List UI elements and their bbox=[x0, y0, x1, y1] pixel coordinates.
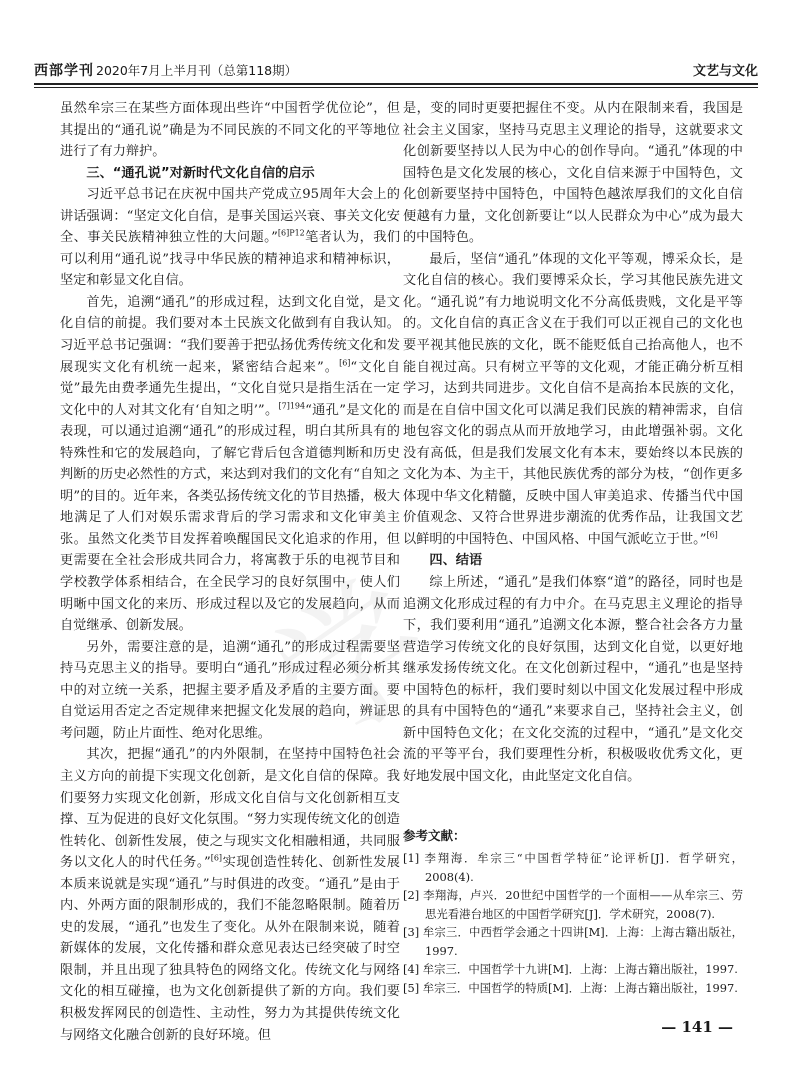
journal-masthead bbox=[34, 60, 297, 80]
left-column bbox=[60, 98, 400, 1046]
reference-item: [3] 牟宗三．中西哲学会通之十四讲[M]．上海：上海古籍出版社，1997. bbox=[403, 925, 743, 958]
reference-item: [2] 李翔海，卢兴．20世纪中国哲学的一个面相——从牟宗三、劳思光看港台地区的中国哲学研究[J]．学术研究，2008(7). bbox=[403, 888, 743, 921]
citation: [6]P12 bbox=[277, 228, 305, 238]
citation: [6] bbox=[210, 853, 223, 863]
reference-item: [5] 牟宗三．中国哲学的特质[M]．上海：上海古籍出版社，1997. bbox=[403, 980, 738, 995]
reference-list bbox=[403, 849, 743, 997]
references-title: 参考文献： bbox=[403, 828, 466, 843]
citation: [6] bbox=[706, 530, 718, 540]
journal-name: 西部学刊 bbox=[34, 63, 94, 79]
paragraph: 综上所述，“通孔”是我们体察“道”的路径，同时也是追溯文化形成过程的有力中介。在马克思主义理论的指导下，我们要利用“通孔”追溯文化本源，整合社会各方力量营造学习传统文化的良好氛围，达到文化自觉，以更好地继承发扬传统文化。在文化创新过程中，“通孔”也是坚持中国特色的标杆，我们要时刻以中国文化发展过程中形成的具有中国特色的“通孔”来要求自己，坚持社会主义，创新中国特色文化；在文化交流的过程中，“通孔”是文化交流的平等平台，我们要理性分析，积极吸收优秀文化，更好地发展中国文化，由此坚定文化自信。 bbox=[403, 575, 743, 784]
header-rule-thick bbox=[34, 83, 758, 85]
issue-info: 2020年7月上半月刊（总第118期） bbox=[96, 63, 298, 78]
paragraph: 最后，坚信“通孔”体现的文化平等观，博采众长，是文化自信的核心。我们要博采众长，学习其他民族先进文化。“通孔说”有力地说明文化不分高低贵贱，文化是平等的。文化自信的真正含义在于我们可以正视自己的文化也要平视其他民族的文化，既不能贬低自己抬高他人，也不能自视过高。只有树立平等的文化观，才能正确分析互相学习，达到共同进步。文化自信不是高抬本民族的文化，而是在自信中国文化可以满足我们民族的精神需求，自信地包容文化的弱点从而开放地学习，由此增强补弱。文化没有高低，但是我们发展文化有本末，要始终以本民族的文化为本、为主干，其他民族优秀的部分为枝，“创作更多体现中华文化精髓，反映中国人审美追求、传播当代中国价值观念、又符合世界进步潮流的优秀作品，让我国文艺以鲜明的中国特色、中国风格、中国气派屹立于世。”[6] bbox=[403, 251, 743, 547]
section-heading: 三、“通孔说”对新时代文化自信的启示 bbox=[86, 165, 315, 181]
paragraph: 其次，把握“通孔”的内外限制，在坚持中国特色社会主义方向的前提下实现文化创新，是文化自信的保障。我们要努力实现文化创新，形成文化自信与文化创新相互支撑、互为促进的良好文化氛围。“努力实现传统文化的创造性转化、创新性发展，使之与现实文化相融相通，共同服务以文化人的时代任务。”[6]实现创造性转化、创新性发展本质来说就是实现“通孔”与时俱进的改变。“通孔”是由于内、外两方面的限制形成的，我们不能忽略限制。随着历史的发展，“通孔”也发生了变化。从外在限制来说，随着新媒体的发展，文化传播和群众意见表达已经突破了时空限制，并且出现了独具特色的网络文化。传统文化与网络文化的相互碰撞，也为文化创新提供了新的方向。我们要积极发挥网民的创造性、主动性，努力为其提供传统文化与网络文化融合创新的良好环境。但 bbox=[60, 747, 400, 1043]
right-column bbox=[403, 98, 743, 788]
header-rule-thin bbox=[34, 87, 758, 88]
reference-item: [1] 李翔海．牟宗三“中国哲学特征”论评析[J]．哲学研究，2008(4). bbox=[403, 851, 743, 884]
paragraph: 虽然牟宗三在某些方面体现出些许“中国哲学优位论”，但其提出的“通孔说”确是为不同民族的不同文化的平等地位进行了有力辩护。 bbox=[60, 101, 400, 160]
references bbox=[403, 826, 743, 997]
paragraph: 首先，追溯“通孔”的形成过程，达到文化自觉，是文化自信的前提。我们要对本土民族文化做到有自我认知。习近平总书记强调：“我们要善于把弘扬优秀传统文化和发展现实文化有机统一起来，紧密结合起来”。[6]“文化自觉”最先由费孝通先生提出，“文化自觉只是指生活在一定文化中的人对其文化有‘自知之明’”。$^{[7]194}$“通孔”是文化的表现，可以通过追溯“通孔”的形成过程，明白其所具有的特殊性和它的发展趋向，了解它背后包含道德判断和历史判断的历史必然性的方式，来达到对我们的文化有“自知之明”的目的。近年来，各类弘扬传统文化的节目热播，极大地满足了人们对娱乐需求背后的学习需求和文化审美主张。虽然文化类节目发挥着唤醒国民文化追求的作用，但更需要在全社会形成共同合力，将寓教于乐的电视节目和学校教学体系相结合，在全民学习的良好氛围中，使人们明晰中国文化的来历、形成过程以及它的发展趋向，从而自觉继承、创新发展。 bbox=[60, 294, 401, 634]
citation: [7]194 bbox=[278, 401, 306, 411]
section-heading: 四、结语 bbox=[429, 553, 483, 569]
page-number: — 141 — bbox=[661, 1018, 733, 1036]
page-header bbox=[34, 58, 758, 84]
paragraph: 是，变的同时更要把握住不变。从内在限制来看，我国是社会主义国家，坚持马克思主义理论的指导，这就要求文化创新要坚持以人民为中心的创作导向。“通孔”体现的中国特色是文化发展的核心，文化自信来源于中国特色，文化创新要坚持中国特色，中国特色越浓厚我们的文化自信便越有力量，文化创新要让“以人民群众为中心”成为最大的中国特色。 bbox=[403, 101, 743, 246]
citation: [6] bbox=[339, 358, 351, 368]
paragraph: 另外，需要注意的是，追溯“通孔”的形成过程需要坚持马克思主义的指导。要明白“通孔”形成过程必须分析其中的对立统一关系，把握主要矛盾及矛盾的主要方面。要自觉运用否定之否定规律来把握文化发展的趋向，辨证思考问题，防止片面性、绝对化思维。 bbox=[60, 639, 400, 741]
reference-item: [4] 牟宗三．中国哲学十九讲[M]．上海：上海古籍出版社，1997. bbox=[403, 962, 738, 976]
section-title: 文艺与文化 bbox=[692, 64, 758, 79]
paragraph: 习近平总书记在庆祝中国共产党成立95周年大会上的讲话强调：“坚定文化自信，是事关国运兴衰、事关文化安全、事关民族精神独立性的大问题。”$^{[6]P12}$笔者认为，我们可以利用“通孔说”找寻中华民族的精神追求和精神标识，坚定和彰显文化自信。 bbox=[60, 187, 401, 289]
